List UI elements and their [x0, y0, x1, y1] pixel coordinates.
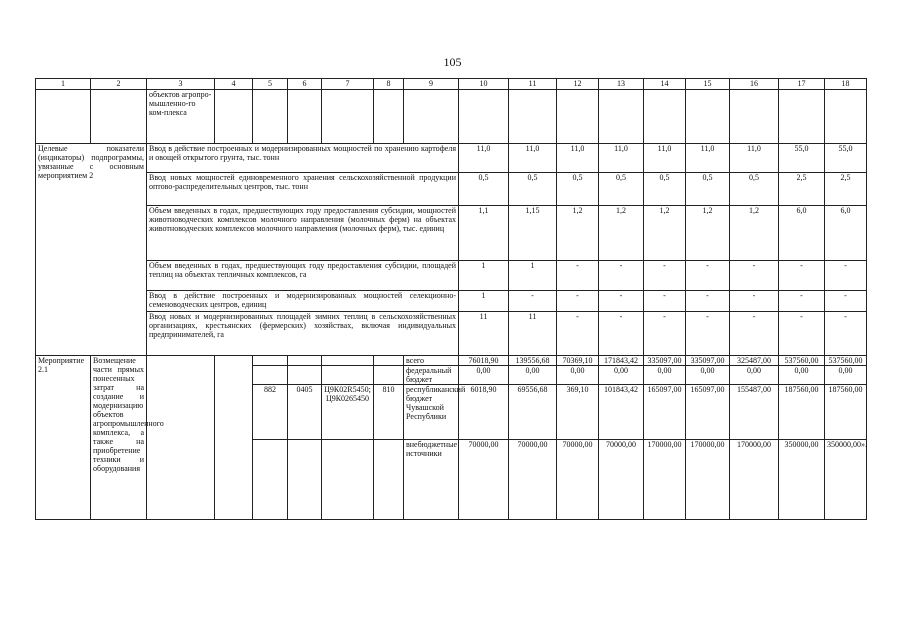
target-row: [36, 144, 867, 173]
value-cell: -: [825, 261, 867, 291]
col-header: 14: [644, 79, 686, 90]
grbs-code: 882: [253, 385, 288, 440]
rzpr-code: 0405: [288, 385, 322, 440]
value-cell: 70000,00: [599, 440, 644, 520]
measure-description: Возмещение части прямых понесенных затрат на создание и модернизацию объектов агропромышленного комплекса, а также на приобретение техники и оборудования: [91, 356, 147, 520]
value-cell: 0,00: [509, 366, 557, 385]
value-cell: 1,2: [644, 206, 686, 261]
value-cell: 0,00: [730, 366, 779, 385]
col-header: 15: [686, 79, 730, 90]
col-header: 2: [91, 79, 147, 90]
value-cell: 1,2: [686, 206, 730, 261]
value-cell: 6,0: [825, 206, 867, 261]
target-text: Объем введенных в годах, предшествующих году предоставления субсидии, площадей теплиц на объектах тепличных комплексов, га: [147, 261, 459, 291]
value-cell: 1: [459, 261, 509, 291]
value-cell: 0,5: [644, 173, 686, 206]
value-cell: 1,2: [599, 206, 644, 261]
value-cell: -: [730, 291, 779, 312]
continuation-row: [36, 90, 867, 144]
value-cell: 335097,00: [686, 356, 730, 366]
value-cell: 11: [509, 312, 557, 356]
page-number: 105: [443, 55, 462, 69]
target-row: [36, 261, 867, 291]
value-cell: 2,5: [779, 173, 825, 206]
value-cell: 155487,00: [730, 385, 779, 440]
value-cell: 350000,00: [779, 440, 825, 520]
value-cell: 0,00: [825, 366, 867, 385]
col-header: 10: [459, 79, 509, 90]
value-cell: -: [825, 291, 867, 312]
value-cell: 139556,68: [509, 356, 557, 366]
source-row: [36, 356, 867, 366]
value-cell: -: [599, 291, 644, 312]
value-cell: 0,5: [686, 173, 730, 206]
value-cell: 170000,00: [686, 440, 730, 520]
col-header: 12: [557, 79, 599, 90]
continuation-text: объектов агропро-мышленно-го ком-плекса: [147, 90, 215, 144]
value-cell: 170000,00: [644, 440, 686, 520]
col-header: 13: [599, 79, 644, 90]
value-cell: 11,0: [509, 144, 557, 173]
target-text: Ввод в действие построенных и модернизированных мощностей по хранению картофеля и овощей открытого грунта, тыс. тонн: [147, 144, 459, 173]
value-cell: 325487,00: [730, 356, 779, 366]
col-header: 3: [147, 79, 215, 90]
value-cell: -: [779, 291, 825, 312]
value-cell: 165097,00: [686, 385, 730, 440]
value-cell: 0,5: [730, 173, 779, 206]
col-header: 16: [730, 79, 779, 90]
csr-code: Ц9К02R5450; Ц9К0265450: [322, 385, 374, 440]
value-cell: 0,00: [686, 366, 730, 385]
value-cell: 70000,00: [459, 440, 509, 520]
value-cell: -: [644, 312, 686, 356]
value-cell: 11,0: [599, 144, 644, 173]
target-row: [36, 312, 867, 356]
value-cell: -: [686, 291, 730, 312]
value-cell: 0,5: [509, 173, 557, 206]
vr-code: 810: [374, 385, 404, 440]
value-cell: 369,10: [557, 385, 599, 440]
value-cell: -: [557, 291, 599, 312]
source-name: всего: [404, 356, 459, 366]
value-cell: -: [644, 261, 686, 291]
col-header: 1: [36, 79, 91, 90]
value-cell: 70000,00: [509, 440, 557, 520]
measure-name: Мероприятие 2.1: [36, 356, 91, 520]
target-text: Ввод в действие построенных и модернизированных мощностей селекционно-семеноводческих центров, единиц: [147, 291, 459, 312]
value-cell: 55,0: [779, 144, 825, 173]
value-cell: 0,00: [557, 366, 599, 385]
target-row: [36, 291, 867, 312]
value-cell: 11,0: [557, 144, 599, 173]
value-cell: -: [509, 291, 557, 312]
col-header: 4: [215, 79, 253, 90]
col-header: 8: [374, 79, 404, 90]
col-header: 6: [288, 79, 322, 90]
target-text: Объем введенных в годах, предшествующих году предоставления субсидии, мощностей животноводческих комплексов молочного направления (молочных ферм) на объектах животноводческих комплексов молочного направления (молочных ферм), тыс. единиц: [147, 206, 459, 261]
header-row: [36, 79, 867, 90]
value-cell: -: [779, 312, 825, 356]
value-cell: 1: [509, 261, 557, 291]
value-cell: 171843,42: [599, 356, 644, 366]
value-cell: 55,0: [825, 144, 867, 173]
value-cell: 187560,00: [825, 385, 867, 440]
value-cell: 187560,00: [779, 385, 825, 440]
value-cell: 0,00: [644, 366, 686, 385]
value-cell: 1,1: [459, 206, 509, 261]
target-row: [36, 173, 867, 206]
col-header: 11: [509, 79, 557, 90]
value-cell: -: [686, 261, 730, 291]
col-header: 7: [322, 79, 374, 90]
source-name: внебюджетные источники: [404, 440, 459, 520]
value-cell: -: [825, 312, 867, 356]
value-cell: 537560,00: [779, 356, 825, 366]
value-cell: -: [686, 312, 730, 356]
value-cell: 2,5: [825, 173, 867, 206]
program-table: [35, 78, 867, 520]
value-cell: -: [730, 261, 779, 291]
source-name: республиканский бюджет Чувашской Республики: [404, 385, 459, 440]
value-cell: -: [599, 312, 644, 356]
value-cell: 0,00: [779, 366, 825, 385]
value-cell: 1: [459, 291, 509, 312]
value-cell: -: [599, 261, 644, 291]
value-cell: 0,5: [599, 173, 644, 206]
target-text: Ввод новых мощностей единовременного хранения сельскохозяйственной продукции оптово-распределительных центров, тыс. тонн: [147, 173, 459, 206]
value-cell: 101843,42: [599, 385, 644, 440]
value-cell: 1,2: [730, 206, 779, 261]
value-cell: 11,0: [686, 144, 730, 173]
value-cell: 6018,90: [459, 385, 509, 440]
value-cell: -: [557, 312, 599, 356]
value-cell: -: [730, 312, 779, 356]
value-cell: 0,5: [557, 173, 599, 206]
value-cell: 6,0: [779, 206, 825, 261]
value-cell: 70369,10: [557, 356, 599, 366]
value-cell: 165097,00: [644, 385, 686, 440]
value-cell: 537560,00: [825, 356, 867, 366]
targets-label: Целевые показатели (индикаторы) подпрограммы, увязанные с основным мероприятием 2: [36, 144, 147, 356]
value-cell: 11,0: [730, 144, 779, 173]
value-cell: 1,15: [509, 206, 557, 261]
value-cell: -: [557, 261, 599, 291]
value-cell: 335097,00: [644, 356, 686, 366]
col-header: 5: [253, 79, 288, 90]
col-header: 17: [779, 79, 825, 90]
value-cell: 170000,00: [730, 440, 779, 520]
col-header: 18: [825, 79, 867, 90]
value-cell: 69556,68: [509, 385, 557, 440]
value-cell: -: [644, 291, 686, 312]
value-cell: 0,5: [459, 173, 509, 206]
value-cell: 0,00: [599, 366, 644, 385]
value-cell: 350000,00».: [825, 440, 867, 520]
value-cell: 11: [459, 312, 509, 356]
col-header: 9: [404, 79, 459, 90]
source-name: федеральный бюджет: [404, 366, 459, 385]
value-cell: 76018,90: [459, 356, 509, 366]
value-cell: 11,0: [459, 144, 509, 173]
target-text: Ввод новых и модернизированных площадей зимних теплиц в сельскохозяйственных организациях, крестьянских (фермерских) хозяйствах, включая индивидуальных предпринимателей, га: [147, 312, 459, 356]
value-cell: 0,00: [459, 366, 509, 385]
value-cell: -: [779, 261, 825, 291]
value-cell: 1,2: [557, 206, 599, 261]
value-cell: 11,0: [644, 144, 686, 173]
value-cell: 70000,00: [557, 440, 599, 520]
target-row: [36, 206, 867, 261]
